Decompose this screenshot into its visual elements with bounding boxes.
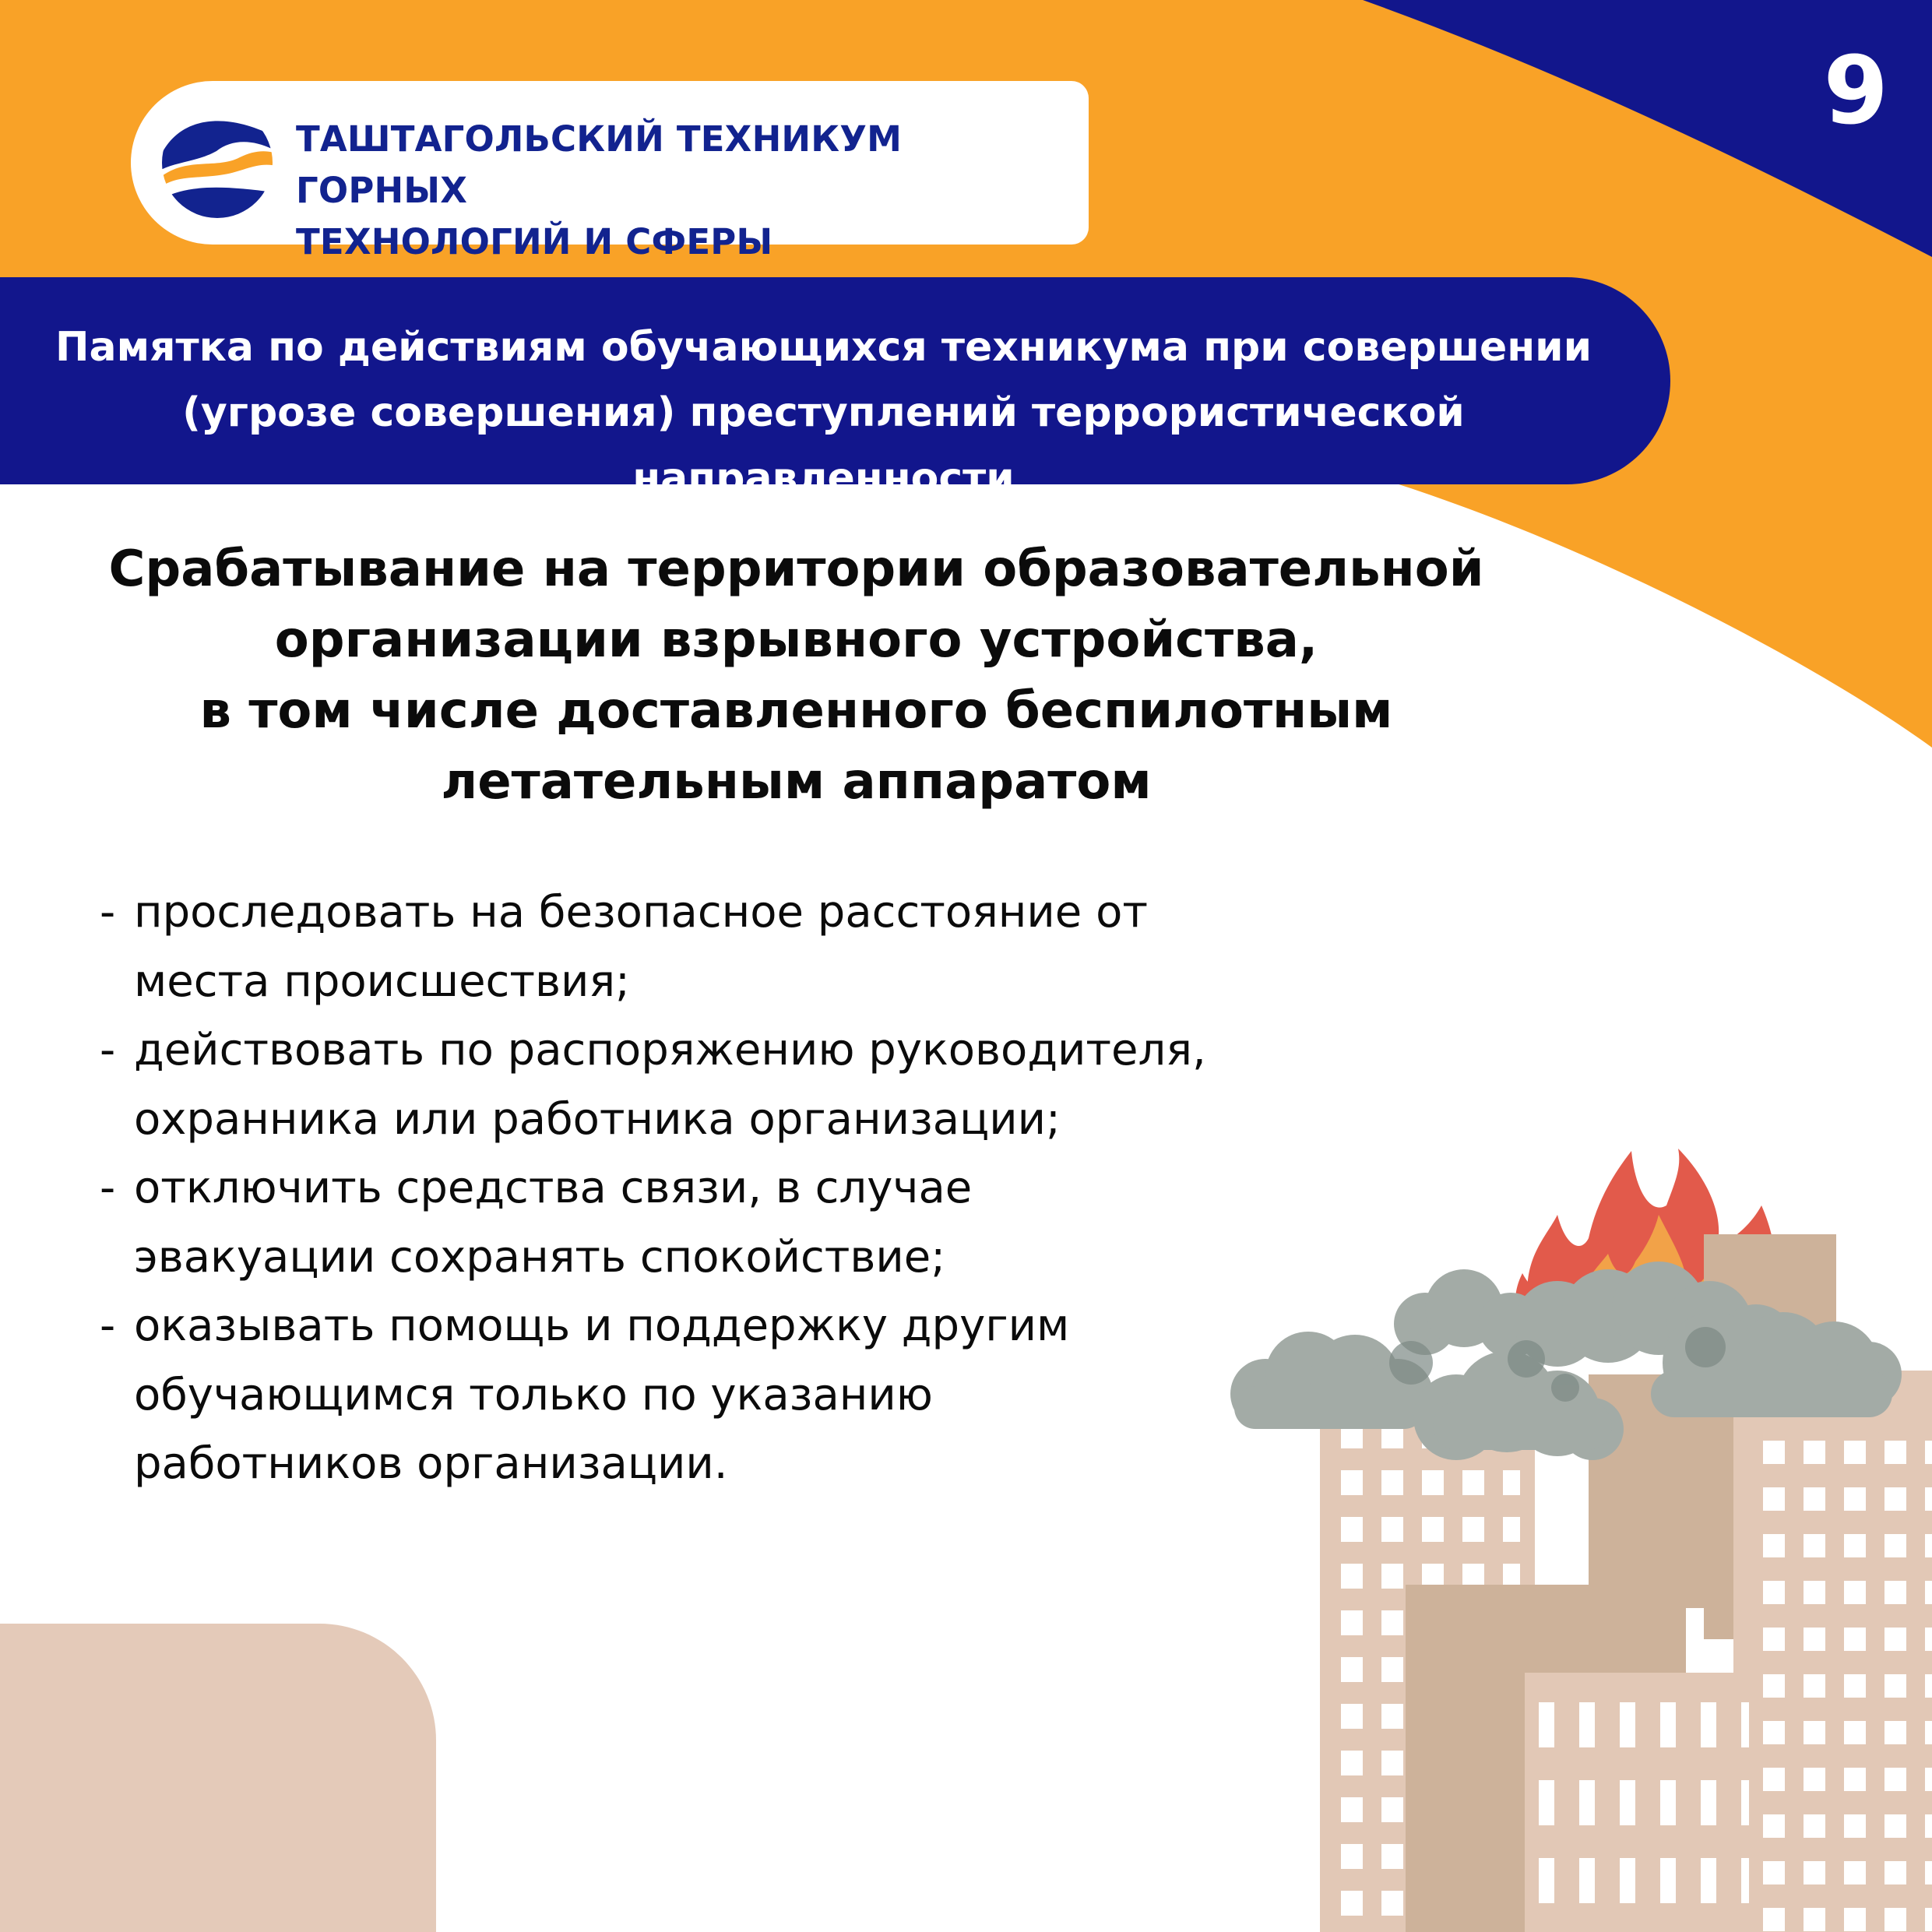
list-item-text: действовать по распоряжению руководителя, охранника или работника организации; bbox=[134, 1025, 1206, 1145]
list-item bbox=[100, 1016, 1307, 1154]
list-marker: - bbox=[100, 1025, 116, 1075]
burning-buildings-illustration-icon bbox=[1215, 1137, 1932, 1932]
list-item-text: проследовать на безопасное расстояние от места происшествия; bbox=[134, 887, 1148, 1007]
section-heading: Срабатывание на территории образовательной организации взрывного устройства, в том числе доставленного беспилотным летательным аппаратом bbox=[108, 540, 1484, 811]
logo-card bbox=[131, 81, 1089, 262]
title-banner bbox=[0, 277, 1670, 501]
list-marker: - bbox=[100, 1163, 116, 1213]
list-item-text: отключить средства связи, в случае эвакуации сохранять спокойствие; bbox=[134, 1163, 973, 1283]
organization-name: ТАШТАГОЛЬСКИЙ ТЕХНИКУМ ГОРНЫХ ТЕХНОЛОГИЙ И СФЕРЫ bbox=[296, 118, 903, 262]
list-item bbox=[100, 1154, 1307, 1292]
list-marker: - bbox=[100, 887, 116, 938]
beige-corner-block bbox=[0, 1624, 436, 1932]
page-number: 9 bbox=[1823, 37, 1888, 146]
instructions-list bbox=[100, 878, 1307, 1499]
list-item bbox=[100, 1292, 1307, 1499]
list-item bbox=[100, 878, 1307, 1016]
mountain-wave-logo-icon bbox=[162, 107, 273, 218]
banner-title: Памятка по действиям обучающихся техникума при совершении (угрозе совершения) преступлений террористической направленности bbox=[55, 324, 1592, 501]
list-item-text: оказывать помощь и поддержку другим обучающимся только по указанию работников организации. bbox=[134, 1300, 1070, 1489]
list-marker: - bbox=[100, 1300, 116, 1351]
